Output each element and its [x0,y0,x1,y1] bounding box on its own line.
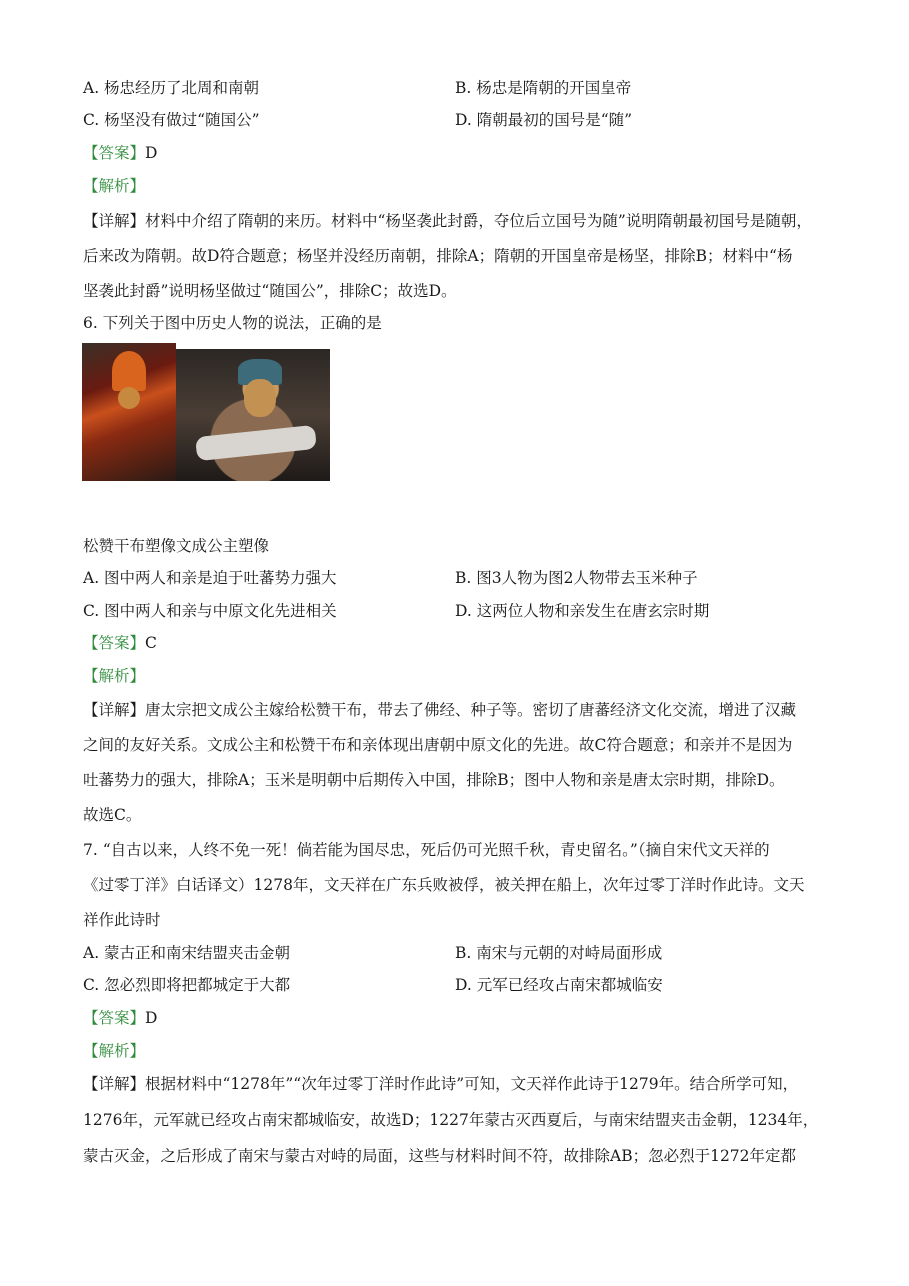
q7-detail-line: 【详解】根据材料中“1278年”“次年过零丁洋时作此诗”可知，文天祥作此诗于1279年。结合所学可知， [83,1075,799,1093]
q6-option-a: A. 图中两人和亲是迫于吐蕃势力强大 [83,569,337,587]
songtsen-gampo-statue-image [82,343,176,481]
hat-shape [112,351,146,391]
q6-detail-line: 之间的友好关系。文成公主和松赞干布和亲体现出唐朝中原文化的先进。故C符合题意；和亲并不是因为 [83,736,793,754]
q7-option-a: A. 蒙古正和南宋结盟夹击金朝 [83,944,291,962]
face-shape [244,379,276,417]
q5-analysis-label [83,176,145,196]
q5-option-b: B. 杨忠是隋朝的开国皇帝 [455,79,632,97]
q5-option-c: C. 杨坚没有做过“随国公” [83,111,260,129]
answer-label: 【答案】 [83,1009,146,1027]
q5-detail-line: 坚袭此封爵”说明杨坚做过“随国公”，排除C；故选D。 [83,282,457,300]
answer-value: D [145,1009,158,1027]
q6-stem: 6. 下列关于图中历史人物的说法，正确的是 [83,314,382,332]
q6-option-d: D. 这两位人物和亲发生在唐玄宗时期 [455,602,710,620]
answer-value: C [145,634,157,652]
analysis-label: 【解析】 [83,667,146,685]
q6-option-c: C. 图中两人和亲与中原文化先进相关 [83,602,337,620]
q5-option-d: D. 隋朝最初的国号是“随” [455,111,633,129]
q5-detail-line: 后来改为隋朝。故D符合题意；杨坚并没经历南朝，排除A；隋朝的开国皇帝是杨坚，排除B；材料中“杨 [83,247,793,265]
q6-analysis-label [83,666,145,686]
q6-detail-line: 吐蕃势力的强大，排除A；玉米是明朝中后期传入中国，排除B；图中人物和亲是唐太宗时期，排除D。 [83,771,785,789]
q7-answer [83,1008,157,1028]
face-shape [118,387,140,409]
analysis-label: 【解析】 [83,177,146,195]
answer-label: 【答案】 [83,144,146,162]
answer-label: 【答案】 [83,634,146,652]
analysis-label: 【解析】 [83,1042,146,1060]
q5-option-a: A. 杨忠经历了北周和南朝 [83,79,260,97]
q7-option-c: C. 忽必烈即将把都城定于大都 [83,976,291,994]
q6-detail-line: 【详解】唐太宗把文成公主嫁给松赞干布，带去了佛经、种子等。密切了唐蕃经济文化交流，增进了汉藏 [83,701,797,719]
q7-option-b: B. 南宋与元朝的对峙局面形成 [455,944,663,962]
princess-wencheng-statue-image [176,349,330,481]
q7-stem-line: 《过零丁洋》白话译文）1278年，文天祥在广东兵败被俘，被关押在船上，次年过零丁洋时作此诗。文天 [83,876,805,894]
q7-analysis-label [83,1041,145,1061]
q7-detail-line: 蒙古灭金，之后形成了南宋与蒙古对峙的局面，这些与材料时间不符，故排除AB；忽必烈于1272年定都 [83,1147,797,1165]
q6-image-caption: 松赞干布塑像文成公主塑像 [83,537,270,555]
q6-detail-line: 故选C。 [83,806,142,824]
q5-detail-line: 【详解】材料中介绍了隋朝的来历。材料中“杨坚袭此封爵，夺位后立国号为随”说明隋朝最初国号是随朝， [83,212,812,230]
scarf-shape [195,425,317,461]
q5-answer [83,143,157,163]
answer-value: D [145,144,158,162]
q6-answer [83,633,157,653]
q6-option-b: B. 图3人物为图2人物带去玉米种子 [455,569,698,587]
q7-option-d: D. 元军已经攻占南宋都城临安 [455,976,663,994]
q7-stem-line: 7. “自古以来，人终不免一死！倘若能为国尽忠，死后仍可光照千秋，青史留名。”（摘自宋代文天祥的 [83,841,770,859]
q7-stem-line: 祥作此诗时 [83,911,161,929]
q7-detail-line: 1276年，元军就已经攻占南宋都城临安，故选D；1227年蒙古灭西夏后，与南宋结盟夹击金朝，1234年， [83,1111,819,1129]
